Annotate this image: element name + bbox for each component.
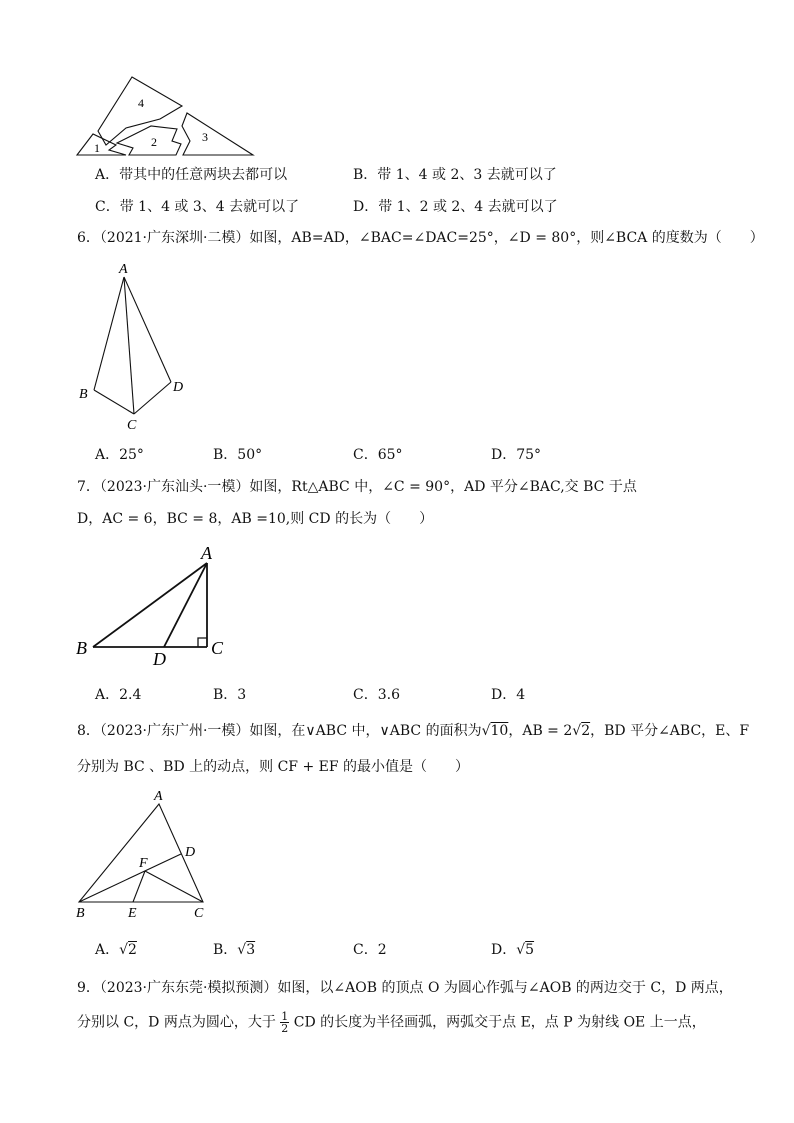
fraction-numerator: 1 [281,1010,289,1023]
q8-stem-line1 [77,722,749,740]
q6-option-c: C．65° [353,447,403,463]
sqrt-2-value: 2 [581,723,591,739]
q9-stem-line2 [77,1011,706,1034]
q8-stem-part3: ，BD 平分∠ABC，E、F [590,723,750,739]
q5-option-c: C．带 1、4 或 3、4 去就可以了 [95,199,300,215]
q8-label-e: E [128,906,137,921]
q6-label-c: C [127,418,137,433]
q9-stem-part1: 分别以 C，D 两点为圆心，大于 [77,1014,276,1031]
piece-1 [77,134,126,155]
sqrt-2: √2 [572,723,591,739]
q6-label-a: A [119,262,128,277]
q8-label-b: B [76,906,85,921]
q8-option-d-label: D． [491,942,517,958]
piece-2 [117,126,181,155]
piece-3-label: 3 [202,130,208,144]
q8-option-b-value: 3 [246,942,256,958]
q8-label-d: D [185,845,196,860]
q8-stem-line2: 分别为 BC 、BD 上的动点，则 CF + EF 的最小值是（ ） [77,759,470,775]
piece-2-label: 2 [151,135,157,149]
q8-option-b-label: B． [213,942,238,958]
q8-stem-part2: ，AB = 2 [508,723,573,739]
q7-stem-line1: 7．（2023·广东汕头·一模）如图，Rt△ABC 中，∠C = 90°，AD 平分∠BAC,交 BC 于点 [77,479,637,495]
q8-stem-part1: 8．（2023·广东广州·一模）如图，在∨ABC 中，∨ABC 的面积为 [77,723,482,739]
q7-option-b: B．3 [213,687,247,703]
sqrt-10-value: 10 [490,723,509,739]
fraction-denominator: 2 [281,1022,289,1035]
q7-label-c: C [211,638,224,658]
q7-label-d: D [153,649,166,669]
q6-option-b: B．50° [213,447,263,463]
q8-option-a-label: A． [95,942,120,958]
piece-4 [98,77,182,145]
q8-option-b: B．√3 [213,942,256,958]
q5-option-b: B．带 1、4 或 2、3 去就可以了 [353,167,557,183]
q7-option-d: D．4 [491,687,526,703]
q8-label-c: C [194,906,204,921]
piece-3 [182,113,253,155]
q6-option-a: A．25° [95,447,144,463]
q8-option-d: D．√5 [491,942,535,958]
q7-label-a: A [201,543,212,563]
q8-option-c: C．2 [353,942,387,958]
q7-label-b: B [76,638,87,658]
q7-option-c: C．3.6 [353,687,400,703]
q6-stem: 6．（2021·广东深圳·二模）如图，AB=AD，∠BAC=∠DAC=25°，∠D = 80°，则∠BCA 的度数为（ ） [77,230,764,246]
q8-option-a: A．√2 [95,942,137,958]
q5-option-a: A．带其中的任意两块去都可以 [95,167,288,183]
q7-option-a: A．2.4 [95,687,142,703]
piece-1-label: 1 [94,141,100,155]
q9-stem-line1: 9．（2023·广东东莞·模拟预测）如图，以∠AOB 的顶点 O 为圆心作弧与∠AOB 的两边交于 C，D 两点， [77,980,733,996]
q9-stem-part2: CD 的长度为半径画弧，两弧交于点 E，点 P 为射线 OE 上一点， [293,1014,706,1031]
sqrt-10: √10 [481,723,509,739]
piece-4-label: 4 [138,96,144,110]
fraction-one-half [280,1011,289,1034]
q8-label-f: F [139,856,148,871]
q6-label-d: D [173,380,184,395]
q6-label-b: B [79,387,88,402]
q8-option-a-value: 2 [128,942,137,958]
q6-option-d: D．75° [491,447,542,463]
q7-stem-line2: D，AC = 6，BC = 8，AB =10,则 CD 的长为（ ） [77,511,434,527]
q8-option-d-value: 5 [525,942,535,958]
q8-label-a: A [154,789,163,804]
q5-option-d: D．带 1、2 或 2、4 去就可以了 [353,199,558,215]
